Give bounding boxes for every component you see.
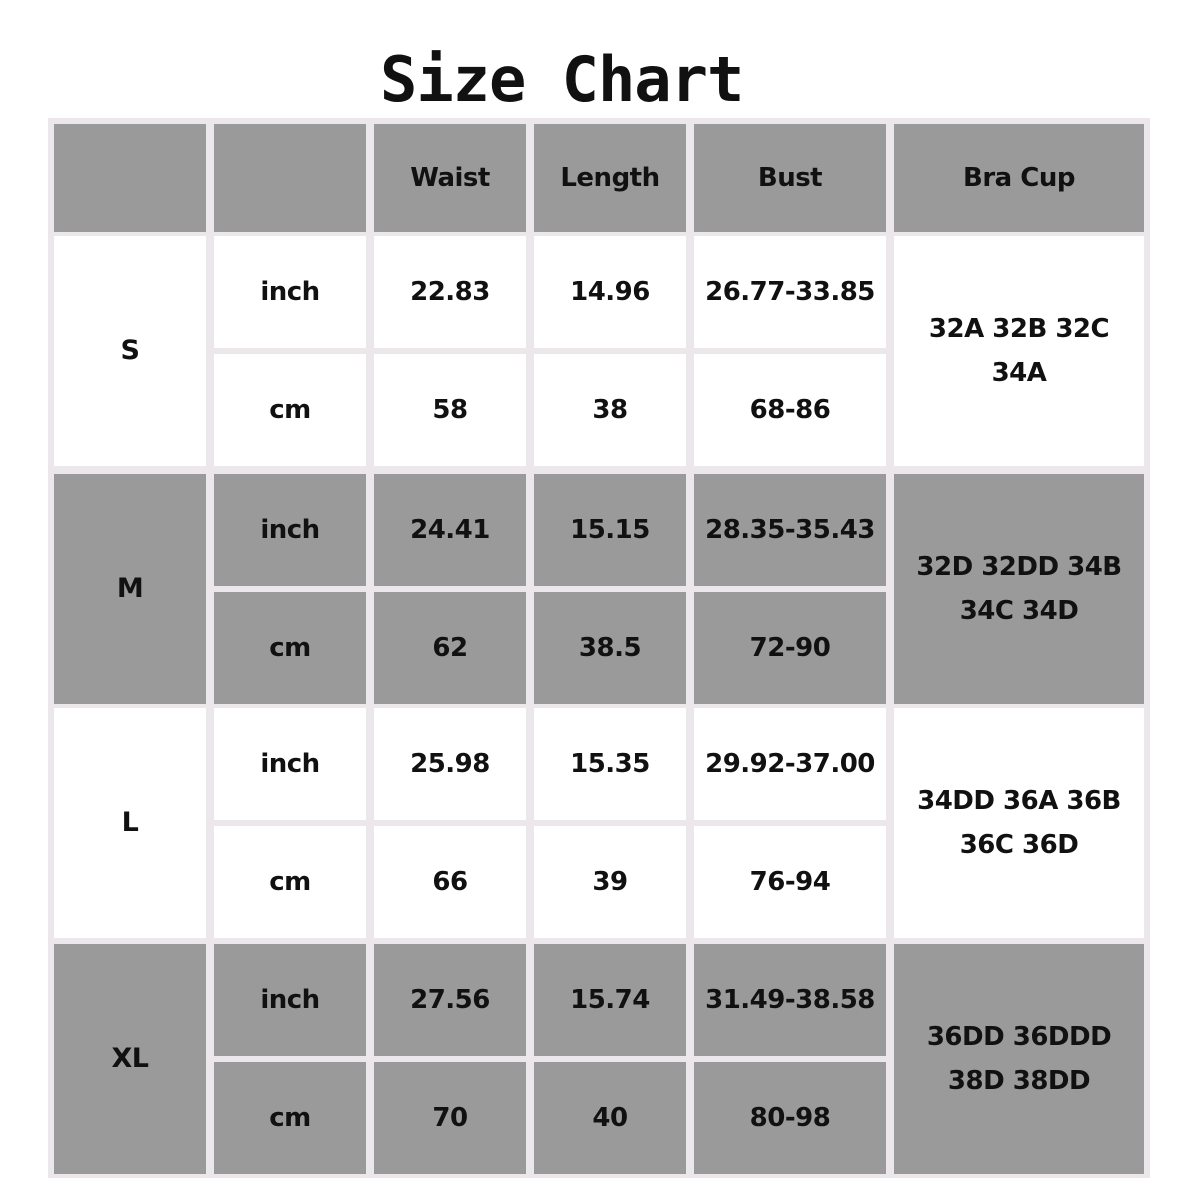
bust-cell-l-cm: 76-94 bbox=[694, 826, 886, 938]
length-cell-xl-inch: 15.74 bbox=[534, 944, 686, 1056]
waist-cell-l-cm: 66 bbox=[374, 826, 526, 938]
bust-cell-m-inch: 28.35-35.43 bbox=[694, 474, 886, 586]
bust-cell-l-inch: 29.92-37.00 bbox=[694, 708, 886, 820]
size-label-l: L bbox=[54, 708, 206, 938]
unit-cell-l-inch: inch bbox=[214, 708, 366, 820]
unit-cell-xl-cm: cm bbox=[214, 1062, 366, 1174]
bra-cup-cell-l: 34DD 36A 36B 36C 36D bbox=[894, 708, 1144, 938]
unit-cell-s-cm: cm bbox=[214, 354, 366, 466]
waist-cell-xl-inch: 27.56 bbox=[374, 944, 526, 1056]
length-cell-xl-cm: 40 bbox=[534, 1062, 686, 1174]
waist-cell-l-inch: 25.98 bbox=[374, 708, 526, 820]
bust-cell-xl-inch: 31.49-38.58 bbox=[694, 944, 886, 1056]
length-cell-m-inch: 15.15 bbox=[534, 474, 686, 586]
waist-cell-s-inch: 22.83 bbox=[374, 236, 526, 348]
bra-cup-cell-s: 32A 32B 32C 34A bbox=[894, 236, 1144, 466]
unit-cell-m-inch: inch bbox=[214, 474, 366, 586]
length-cell-s-inch: 14.96 bbox=[534, 236, 686, 348]
unit-cell-xl-inch: inch bbox=[214, 944, 366, 1056]
header-cell-blank-0 bbox=[54, 124, 206, 232]
bust-cell-s-cm: 68-86 bbox=[694, 354, 886, 466]
length-cell-m-cm: 38.5 bbox=[534, 592, 686, 704]
bra-cup-cell-m: 32D 32DD 34B 34C 34D bbox=[894, 474, 1144, 704]
header-cell-blank-1 bbox=[214, 124, 366, 232]
page-title: Size Chart bbox=[380, 43, 744, 116]
waist-cell-s-cm: 58 bbox=[374, 354, 526, 466]
length-cell-s-cm: 38 bbox=[534, 354, 686, 466]
unit-cell-s-inch: inch bbox=[214, 236, 366, 348]
size-label-s: S bbox=[54, 236, 206, 466]
header-cell-length: Length bbox=[534, 124, 686, 232]
header-cell-bust: Bust bbox=[694, 124, 886, 232]
waist-cell-m-inch: 24.41 bbox=[374, 474, 526, 586]
bust-cell-s-inch: 26.77-33.85 bbox=[694, 236, 886, 348]
waist-cell-xl-cm: 70 bbox=[374, 1062, 526, 1174]
bust-cell-xl-cm: 80-98 bbox=[694, 1062, 886, 1174]
unit-cell-m-cm: cm bbox=[214, 592, 366, 704]
size-label-xl: XL bbox=[54, 944, 206, 1174]
length-cell-l-inch: 15.35 bbox=[534, 708, 686, 820]
waist-cell-m-cm: 62 bbox=[374, 592, 526, 704]
header-cell-bra-cup: Bra Cup bbox=[894, 124, 1144, 232]
bra-cup-cell-xl: 36DD 36DDD 38D 38DD bbox=[894, 944, 1144, 1174]
size-label-m: M bbox=[54, 474, 206, 704]
unit-cell-l-cm: cm bbox=[214, 826, 366, 938]
header-cell-waist: Waist bbox=[374, 124, 526, 232]
length-cell-l-cm: 39 bbox=[534, 826, 686, 938]
size-chart-table bbox=[48, 118, 1150, 1178]
bust-cell-m-cm: 72-90 bbox=[694, 592, 886, 704]
